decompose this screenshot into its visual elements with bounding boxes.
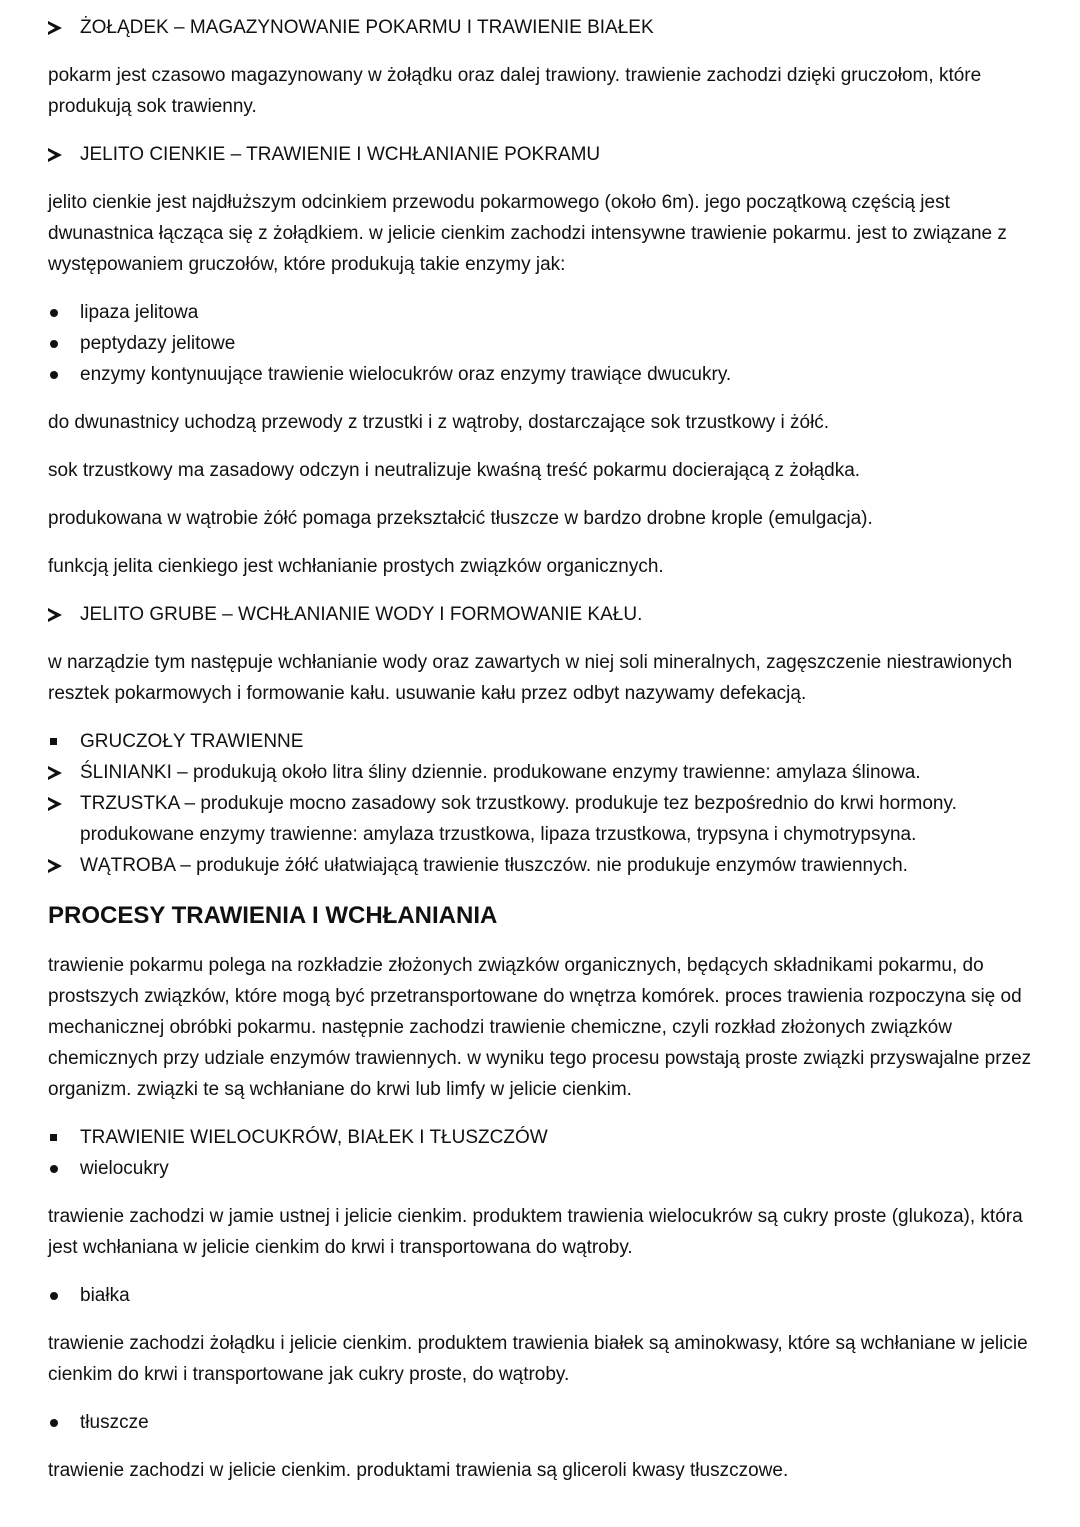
list-item [48,1153,1056,1184]
list-item-text: TRZUSTKA – produkuje mocno zasadowy sok trzustkowy. produkuje tez bezpośrednio do krwi hormony. produkowane enzymy trawienne: amylaza trzustkowa, lipaza trzustkowa, trypsyna i chymotrypsyna. [80,793,957,845]
list-item [48,328,1056,359]
heading-text: GRUCZOŁY TRAWIENNE [80,731,304,752]
arrow-bullet-icon [48,12,80,43]
heading-text: ŻOŁĄDEK – MAGAZYNOWANIE POKARMU I TRAWIENIE BIAŁEK [80,17,654,38]
paragraph: funkcją jelita cienkiego jest wchłanianie prostych związków organicznych. [48,556,664,577]
list-item [48,297,1056,328]
paragraph-bialka: trawienie zachodzi żołądku i jelicie cienkim. produktem trawienia białek są aminokwasy, które są wchłaniane w jelicie cienkim do krwi i transportowane jak cukry proste, do wątroby. [48,1333,1028,1385]
bullet-dot-icon [48,359,80,390]
arrow-bullet-icon [48,757,80,788]
paragraph: do dwunastnicy uchodzą przewody z trzustki i z wątroby, dostarczające sok trzustkowy i żółć. [48,412,830,433]
list-item [48,850,1056,881]
heading-text: JELITO GRUBE – WCHŁANIANIE WODY I FORMOWANIE KAŁU. [80,604,643,625]
arrow-bullet-icon [48,599,80,630]
list-item-text: wielocukry [80,1158,169,1179]
list-item-text: WĄTROBA – produkuje żółć ułatwiającą trawienie tłuszczów. nie produkuje enzymów trawiennych. [80,855,908,876]
list-item [48,1407,1056,1438]
paragraph-tluszcze: trawienie zachodzi w jelicie cienkim. produktami trawienia są gliceroli kwasy tłuszczowe. [48,1460,789,1481]
paragraph-jelito-cienkie: jelito cienkie jest najdłuższym odcinkiem przewodu pokarmowego (około 6m). jego początkową częścią jest dwunastnica łącząca się z żołądkiem. w jelicie cienkim zachodzi intensywne trawienie pokarmu. jest to związane z występowaniem gruczołów, które produkują takie enzymy jak: [48,192,1007,275]
square-bullet-icon [48,1122,80,1153]
paragraph: sok trzustkowy ma zasadowy odczyn i neutralizuje kwaśną treść pokarmu docierającą z żołądka. [48,460,861,481]
page-heading-procesy: PROCESY TRAWIENIA I WCHŁANIANIA [48,902,498,929]
list-item [48,788,1056,850]
heading-text: TRAWIENIE WIELOCUKRÓW, BIAŁEK I TŁUSZCZÓW [80,1127,548,1148]
list-item-text: peptydazy jelitowe [80,333,236,354]
arrow-bullet-icon [48,788,80,819]
paragraph-procesy: trawienie pokarmu polega na rozkładzie złożonych związków organicznych, będących składnikami pokarmu, do prostszych związków, które mogą być przetransportowane do wnętrza komórek. proces trawienia rozpoczyna się od mechanicznej obróbki pokarmu. następnie zachodzi trawienie chemiczne, czyli rozkład złożonych związków chemicznych przy udziale enzymów trawiennych. w wyniku tego procesu powstają proste związki przyswajalne przez organizm. związki te są wchłaniane do krwi lub limfy w jelicie cienkim. [48,955,1032,1100]
heading-text: JELITO CIENKIE – TRAWIENIE I WCHŁANIANIE POKRAMU [80,144,601,165]
list-item [48,359,1056,390]
paragraph-zoladek: pokarm jest czasowo magazynowany w żołądku oraz dalej trawiony. trawienie zachodzi dzięki gruczołom, które produkują sok trawienny. [48,65,982,117]
arrow-bullet-icon [48,850,80,881]
bullet-dot-icon [48,297,80,328]
list-item [48,757,1056,788]
list-item-text: enzymy kontynuujące trawienie wielocukrów oraz enzymy trawiące dwucukry. [80,364,732,385]
section-heading-jelito-cienkie [48,139,1056,170]
list-item-text: białka [80,1285,130,1306]
paragraph-jelito-grube: w narządzie tym następuje wchłanianie wody oraz zawartych w niej soli mineralnych, zagęszczenie niestrawionych resztek pokarmowych i formowanie kału. usuwanie kału przez odbyt nazywamy defekacją. [48,652,1013,704]
section-heading-trawienie [48,1122,1056,1153]
paragraph: produkowana w wątrobie żółć pomaga przekształcić tłuszcze w bardzo drobne krople (emulgacja). [48,508,873,529]
section-heading-jelito-grube [48,599,1056,630]
bullet-dot-icon [48,1280,80,1311]
section-heading-zoladek [48,12,1056,43]
square-bullet-icon [48,726,80,757]
list-item [48,1280,1056,1311]
list-item-text: lipaza jelitowa [80,302,199,323]
bullet-dot-icon [48,1407,80,1438]
list-item-text: ŚLINIANKI – produkują około litra śliny dziennie. produkowane enzymy trawienne: amylaza ślinowa. [80,762,921,783]
bullet-dot-icon [48,1153,80,1184]
arrow-bullet-icon [48,139,80,170]
paragraph-wielocukry: trawienie zachodzi w jamie ustnej i jelicie cienkim. produktem trawienia wielocukrów są cukry proste (glukoza), która jest wchłaniana w jelicie cienkim do krwi i transportowana do wątroby. [48,1206,1023,1258]
bullet-dot-icon [48,328,80,359]
section-heading-gruczoly [48,726,1056,757]
list-item-text: tłuszcze [80,1412,149,1433]
